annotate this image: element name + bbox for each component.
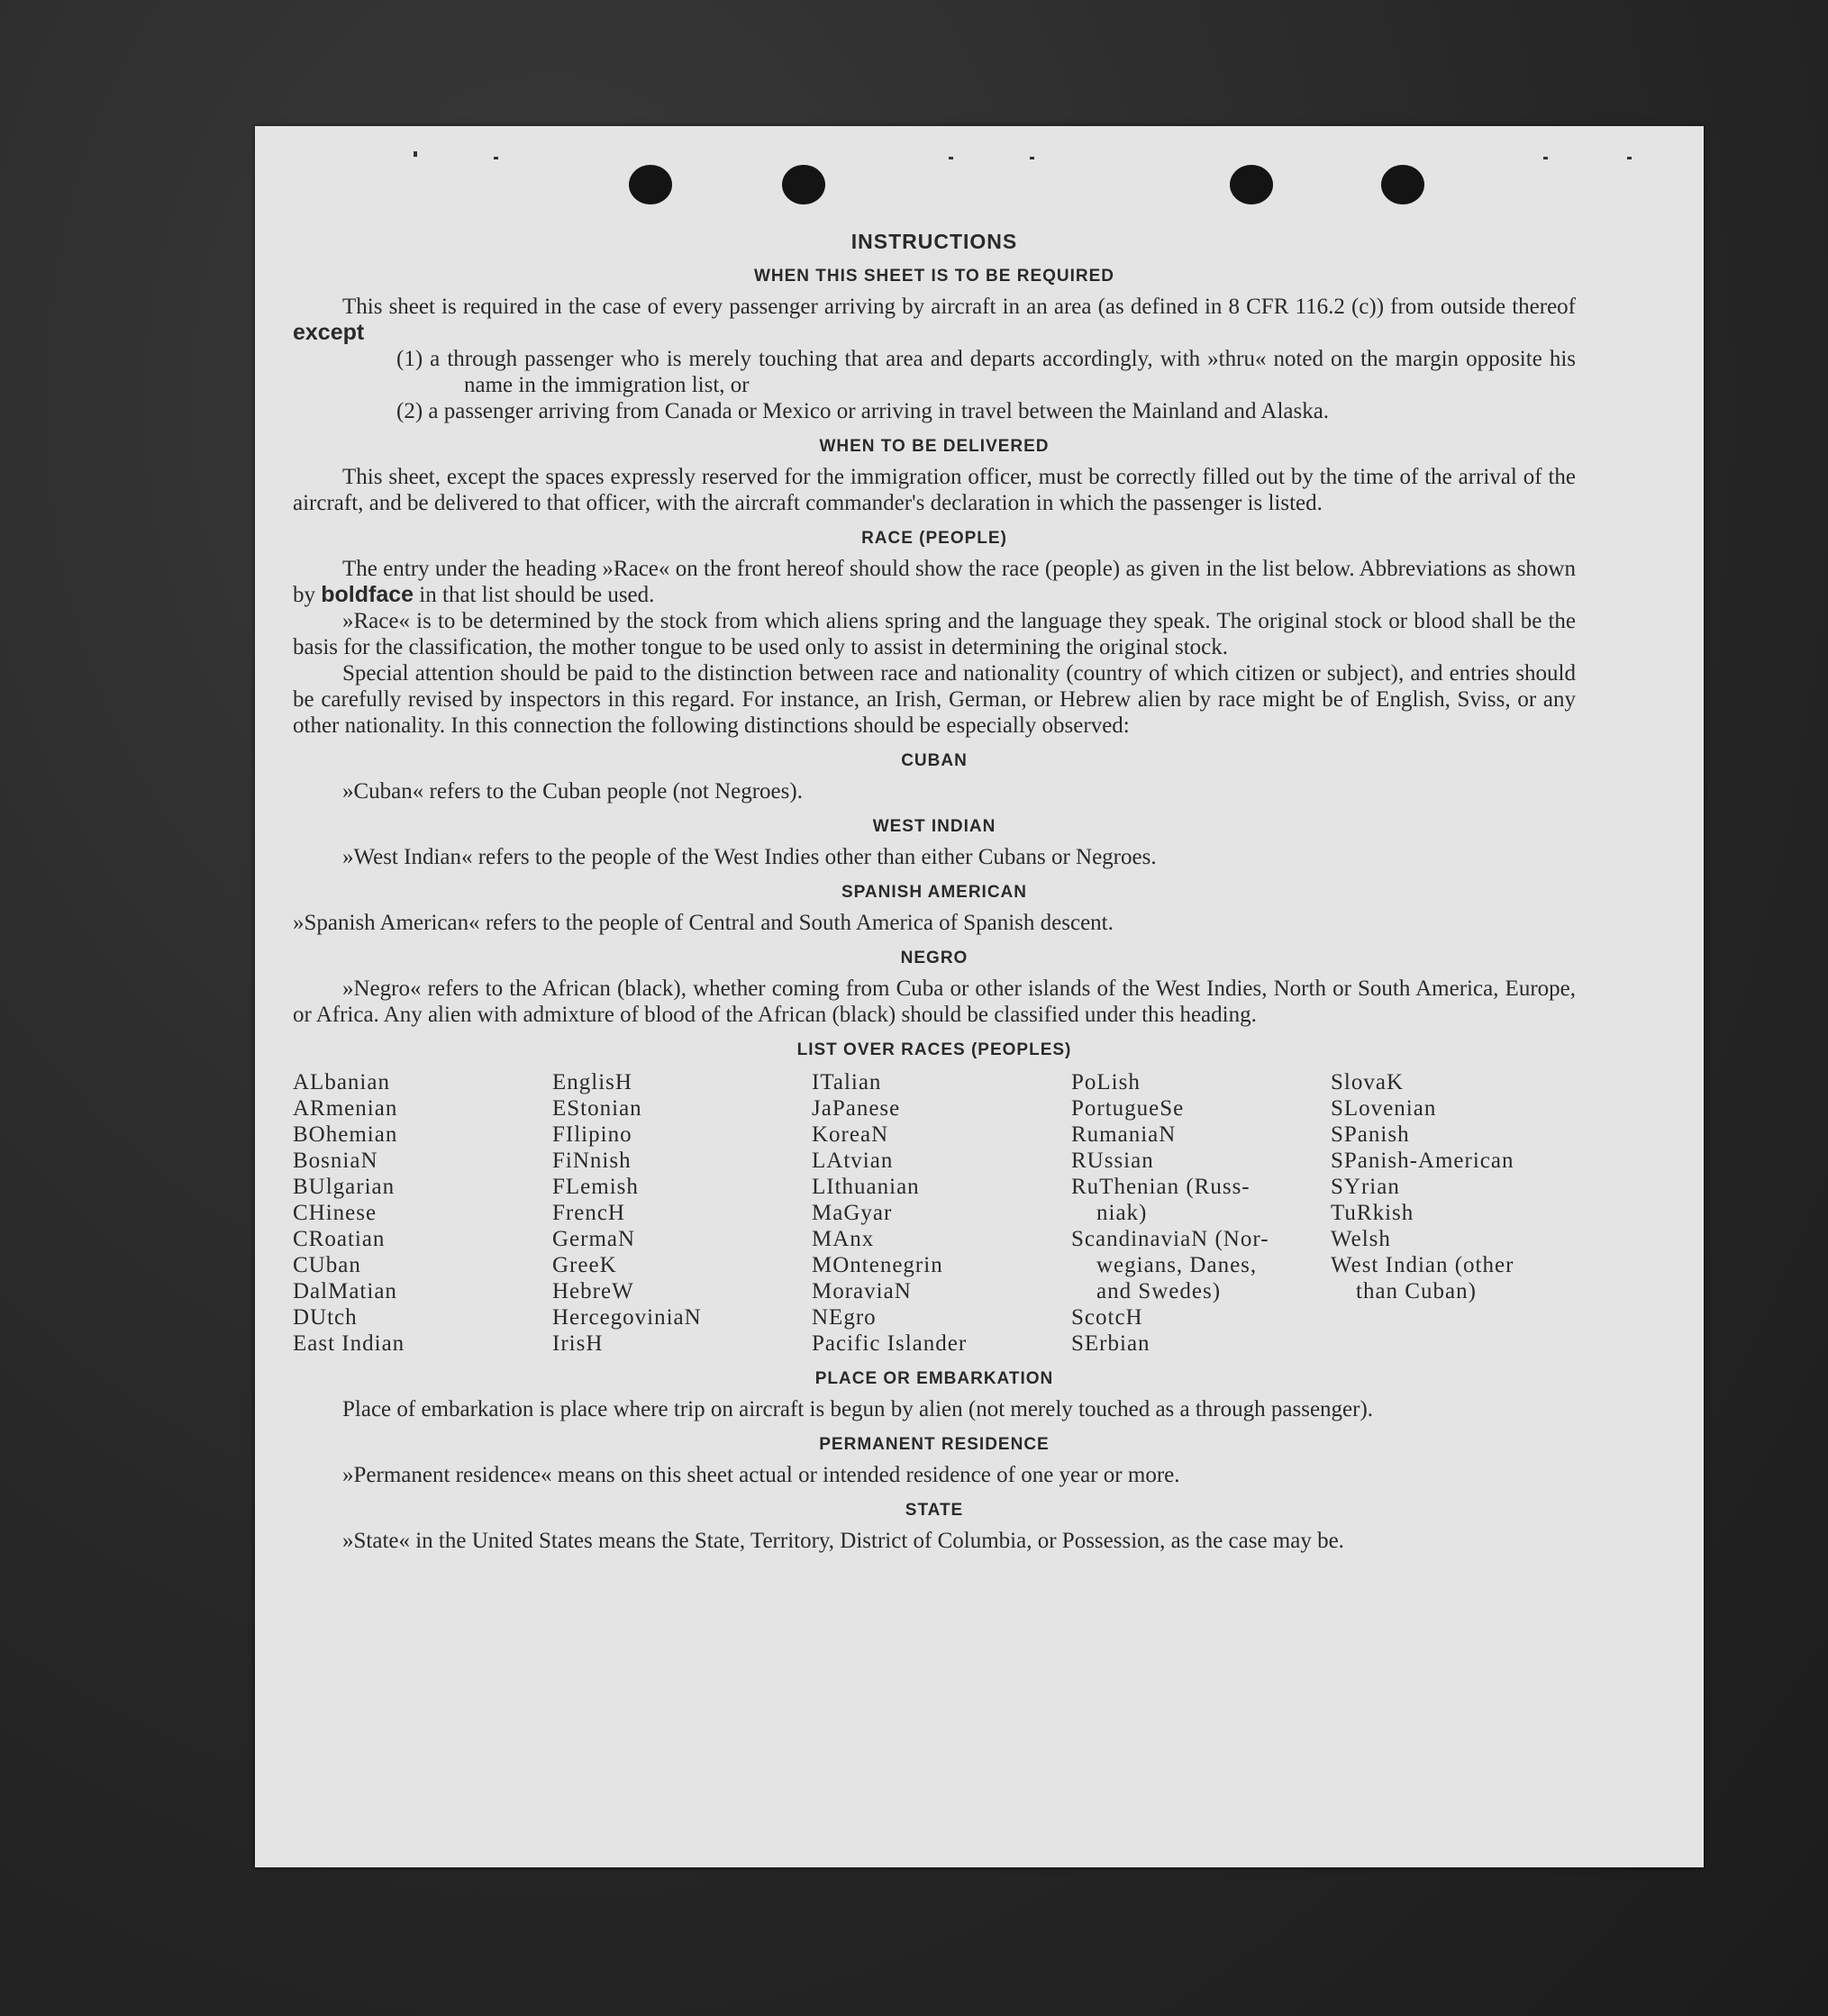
race-entry: HercegoviniaN bbox=[552, 1305, 702, 1330]
speck bbox=[949, 157, 953, 159]
race-entry: Welsh bbox=[1331, 1227, 1391, 1251]
race-entry: DalMatian bbox=[293, 1279, 397, 1303]
punch-hole bbox=[782, 165, 825, 204]
race-entry: GreeK bbox=[552, 1253, 617, 1277]
race-entry: PortugueSe bbox=[1071, 1096, 1185, 1121]
paragraph-text: in that list should be used. bbox=[419, 583, 655, 607]
race-entry: ALbanian bbox=[293, 1070, 390, 1094]
section-heading: CUBAN bbox=[901, 751, 968, 770]
race-entry: RuThenian (Russ- bbox=[1071, 1175, 1250, 1199]
section-heading: WHEN THIS SHEET IS TO BE REQUIRED bbox=[753, 267, 1115, 286]
race-entry: Pacific Islander bbox=[812, 1331, 968, 1356]
paragraph: Place of embarkation is place where trip on aircraft is begun by alien (not merely touched as a through passenger). bbox=[342, 1397, 1374, 1421]
race-entry: SlovaK bbox=[1331, 1070, 1404, 1094]
race-entry: EnglisH bbox=[552, 1070, 632, 1094]
document-sheet bbox=[255, 126, 1704, 1867]
paragraph: »Spanish American« refers to the people of Central and South America of Spanish descent. bbox=[293, 911, 1114, 935]
race-column bbox=[1071, 1069, 1331, 1357]
paragraph: »Race« is to be determined by the stock from which aliens spring and the language they speak. The original stock or blood shall be the basis for the classification, the mother tongue to be used only to assist in determining the original stock. bbox=[293, 609, 1576, 659]
race-entry: LAtvian bbox=[812, 1149, 894, 1173]
race-entry: MAnx bbox=[812, 1227, 875, 1251]
race-entry: SPanish-American bbox=[1331, 1149, 1514, 1173]
speck bbox=[494, 157, 498, 159]
section-heading: STATE bbox=[905, 1501, 964, 1520]
race-entry: SYrian bbox=[1331, 1175, 1400, 1199]
race-entry: SPanish bbox=[1331, 1122, 1410, 1147]
race-entry: FIlipino bbox=[552, 1122, 632, 1147]
race-entry: SLovenian bbox=[1331, 1096, 1437, 1121]
race-entry: ScotcH bbox=[1071, 1305, 1143, 1330]
race-entry: LIthuanian bbox=[812, 1175, 920, 1199]
race-entry: EStonian bbox=[552, 1096, 642, 1121]
section-heading: PERMANENT RESIDENCE bbox=[819, 1435, 1050, 1454]
section-heading: LIST OVER RACES (PEOPLES) bbox=[796, 1040, 1072, 1059]
race-entry: FiNnish bbox=[552, 1149, 632, 1173]
section-heading: WEST INDIAN bbox=[872, 817, 996, 836]
list-item: (1) a through passenger who is merely touching that area and departs accordingly, with »thru« noted on the margin opposite his name in the immigration list, or bbox=[396, 347, 1576, 397]
section-heading: RACE (PEOPLE) bbox=[861, 529, 1007, 548]
paragraph: »State« in the United States means the State, Territory, District of Columbia, or Possession, as the case may be. bbox=[342, 1529, 1344, 1553]
paragraph-text: The entry under the heading »Race« on the front hereof should show the race (people) as given in the list below. Abbreviations as shown by bbox=[293, 557, 1576, 607]
race-entry: DUtch bbox=[293, 1305, 358, 1330]
section-heading: PLACE OR EMBARKATION bbox=[814, 1369, 1054, 1388]
paragraph: Special attention should be paid to the distinction between race and nationality (country of which citizen or subject), and entries should be carefully revised by inspectors in this regard. For instance, an Irish, German, or Hebrew alien by race might be of English, Sviss, or any other nationality. In this connection the following distinctions should be especially observed: bbox=[293, 661, 1576, 738]
race-entry: BUlgarian bbox=[293, 1175, 396, 1199]
paragraph: »Negro« refers to the African (black), whether coming from Cuba or other islands of the West Indies, North or South America, Europe, or Africa. Any alien with admixture of blood of the African (black) should be classified under this heading. bbox=[293, 976, 1576, 1027]
race-entry-continued: wegians, Danes, bbox=[1096, 1253, 1258, 1277]
list-item: (2) a passenger arriving from Canada or Mexico or arriving in travel between the Mainland and Alaska. bbox=[396, 399, 1330, 423]
paragraph: »Permanent residence« means on this sheet actual or intended residence of one year or more. bbox=[342, 1463, 1180, 1487]
race-entry: ScandinaviaN (Nor- bbox=[1071, 1227, 1269, 1251]
section-heading: SPANISH AMERICAN bbox=[841, 883, 1027, 902]
speck bbox=[1030, 157, 1034, 159]
race-entry: JaPanese bbox=[812, 1096, 901, 1121]
race-column bbox=[812, 1069, 1071, 1357]
page-title: INSTRUCTIONS bbox=[850, 230, 1018, 253]
paragraph: »West Indian« refers to the people of the West Indies other than either Cubans or Negroes. bbox=[342, 845, 1157, 869]
race-entry: CRoatian bbox=[293, 1227, 386, 1251]
race-entry: NEgro bbox=[812, 1305, 877, 1330]
race-entry: ITalian bbox=[812, 1070, 882, 1094]
paragraph: This sheet, except the spaces expressly reserved for the immigration officer, must be correctly filled out by the time of the arrival of the aircraft, and be delivered to that officer, with the aircraft commander's declaration in which the passenger is listed. bbox=[293, 465, 1576, 515]
instructions-content bbox=[293, 230, 1576, 1554]
race-entry: IrisH bbox=[552, 1331, 604, 1356]
race-entry: West Indian (other bbox=[1331, 1253, 1514, 1277]
race-entry: FLemish bbox=[552, 1175, 639, 1199]
punch-hole bbox=[1381, 165, 1424, 204]
paragraph bbox=[293, 556, 1576, 608]
race-entry: RUssian bbox=[1071, 1149, 1154, 1173]
race-entry: BosniaN bbox=[293, 1149, 378, 1173]
race-entry: CHinese bbox=[293, 1201, 377, 1225]
race-entry: MaGyar bbox=[812, 1201, 893, 1225]
race-entry: SErbian bbox=[1071, 1331, 1150, 1356]
race-entry-continued: niak) bbox=[1096, 1201, 1148, 1225]
emphasis-text: except bbox=[293, 320, 365, 345]
race-entry-continued: than Cuban) bbox=[1356, 1279, 1477, 1303]
race-entry-continued: and Swedes) bbox=[1096, 1279, 1222, 1303]
race-column bbox=[1331, 1069, 1576, 1357]
race-entry: MOntenegrin bbox=[812, 1253, 943, 1277]
paragraph: »Cuban« refers to the Cuban people (not Negroes). bbox=[342, 779, 803, 804]
race-entry: MoraviaN bbox=[812, 1279, 912, 1303]
race-entry: CUban bbox=[293, 1253, 361, 1277]
race-column bbox=[293, 1069, 552, 1357]
paragraph bbox=[293, 294, 1576, 346]
race-list bbox=[293, 1069, 1576, 1357]
speck bbox=[1543, 157, 1548, 159]
race-entry: ARmenian bbox=[293, 1096, 398, 1121]
race-entry: KoreaN bbox=[812, 1122, 889, 1147]
race-entry: East Indian bbox=[293, 1331, 405, 1356]
race-entry: TuRkish bbox=[1331, 1201, 1414, 1225]
speck bbox=[1627, 157, 1632, 159]
section-heading: WHEN TO BE DELIVERED bbox=[819, 437, 1050, 456]
race-column bbox=[552, 1069, 812, 1357]
race-entry: FrencH bbox=[552, 1201, 625, 1225]
punch-hole bbox=[629, 165, 672, 204]
race-entry: BOhemian bbox=[293, 1122, 398, 1147]
race-entry: RumaniaN bbox=[1071, 1122, 1177, 1147]
speck bbox=[414, 151, 417, 157]
section-heading: NEGRO bbox=[900, 949, 969, 967]
race-entry: HebreW bbox=[552, 1279, 634, 1303]
paragraph-text: This sheet is required in the case of every passenger arriving by aircraft in an area (as defined in 8 CFR 116.2 (c)) from outside thereof bbox=[342, 295, 1576, 319]
race-entry: GermaN bbox=[552, 1227, 636, 1251]
emphasis-text: boldface bbox=[321, 582, 414, 607]
race-entry: PoLish bbox=[1071, 1070, 1141, 1094]
punch-hole bbox=[1230, 165, 1273, 204]
